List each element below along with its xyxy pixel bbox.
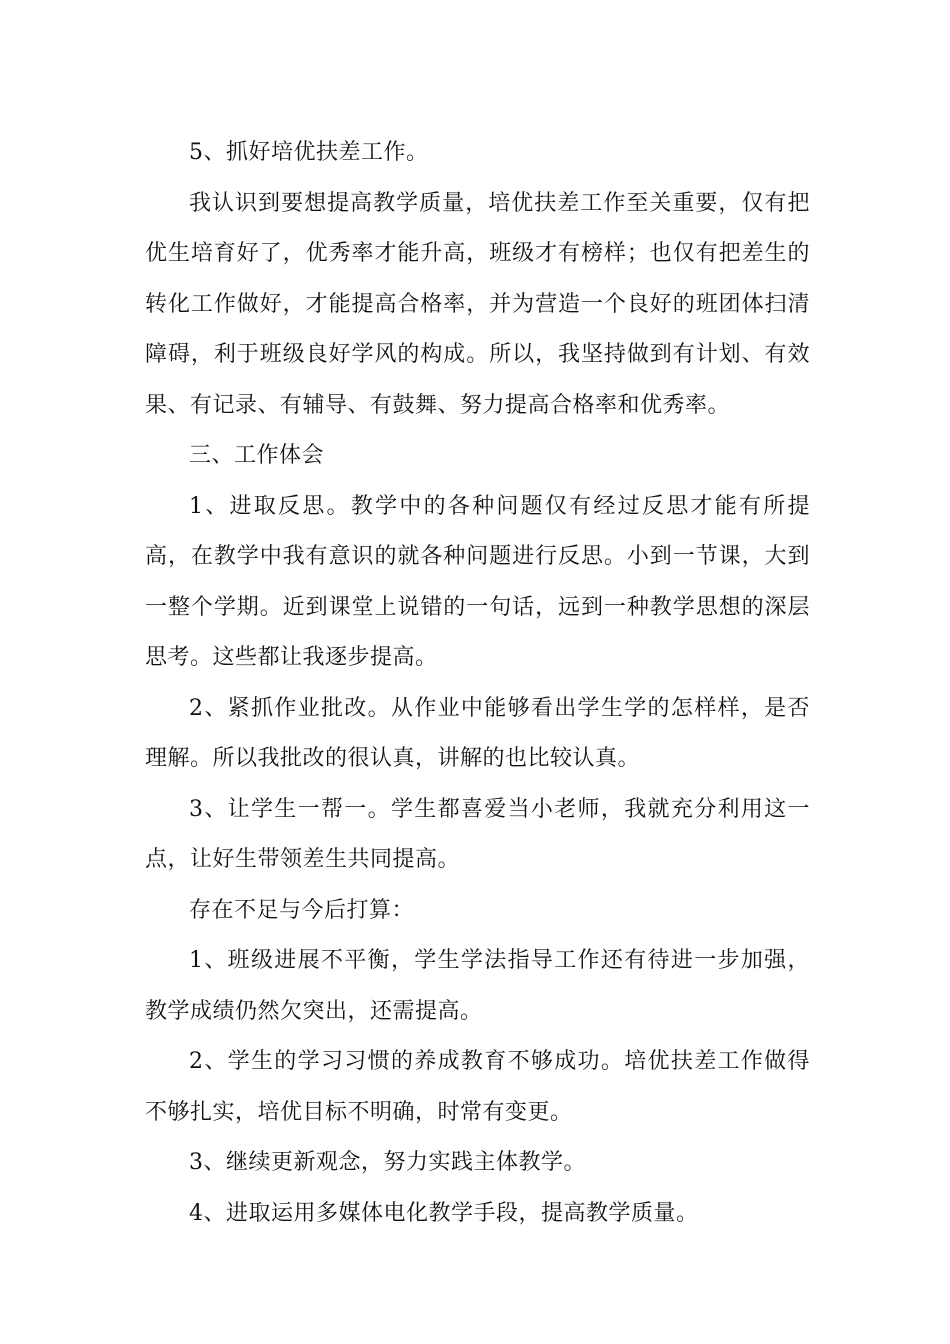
paragraph-part-3-heading: 三、工作体会 xyxy=(189,443,325,468)
paragraph-plan-4: 4、进取运用多媒体电化教学手段，提高教学质量。 xyxy=(189,1200,699,1226)
paragraph-section-5-body: 我认识到要想提高教学质量，培优扶差工作至关重要，仅有把优生培育好了，优秀率才能升高，班级才有榜样；也仅有把差生的转化工作做好，才能提高合格率，并为营造一个良好的班团体扫清障碍，利于班级良好学风的构成。所以，我坚持做到有计划、有效果、有记录、有辅导、有鼓舞、努力提高合格率和优秀率。 xyxy=(145,190,810,418)
paragraph-section-5-heading: 5、抓好培优扶差工作。 xyxy=(189,140,429,165)
paragraph-reflection: 1、进取反思。教学中的各种问题仅有经过反思才能有所提高，在教学中我有意识的就各种问题进行反思。小到一节课，大到一整个学期。近到课堂上说错的一句话，远到一种教学思想的深层思考。这些都让我逐步提高。 xyxy=(145,493,810,670)
paragraph-shortcoming-1: 1、班级进展不平衡，学生学法指导工作还有待进一步加强，教学成绩仍然欠突出，还需提高。 xyxy=(145,948,810,1024)
paragraph-peer-help: 3、让学生一帮一。学生都喜爱当小老师，我就充分利用这一点，让好生带领差生共同提高。 xyxy=(145,796,810,872)
paragraph-homework-correction: 2、紧抓作业批改。从作业中能够看出学生学的怎样样，是否理解。所以我批改的很认真，讲解的也比较认真。 xyxy=(145,695,810,771)
paragraph-shortcomings-heading: 存在不足与今后打算： xyxy=(189,897,415,923)
paragraph-plan-3: 3、继续更新观念，努力实践主体教学。 xyxy=(189,1150,586,1175)
document-body xyxy=(145,128,810,1239)
paragraph-shortcoming-2: 2、学生的学习习惯的养成教育不够成功。培优扶差工作做得不够扎实，培优目标不明确，时常有变更。 xyxy=(145,1049,810,1125)
